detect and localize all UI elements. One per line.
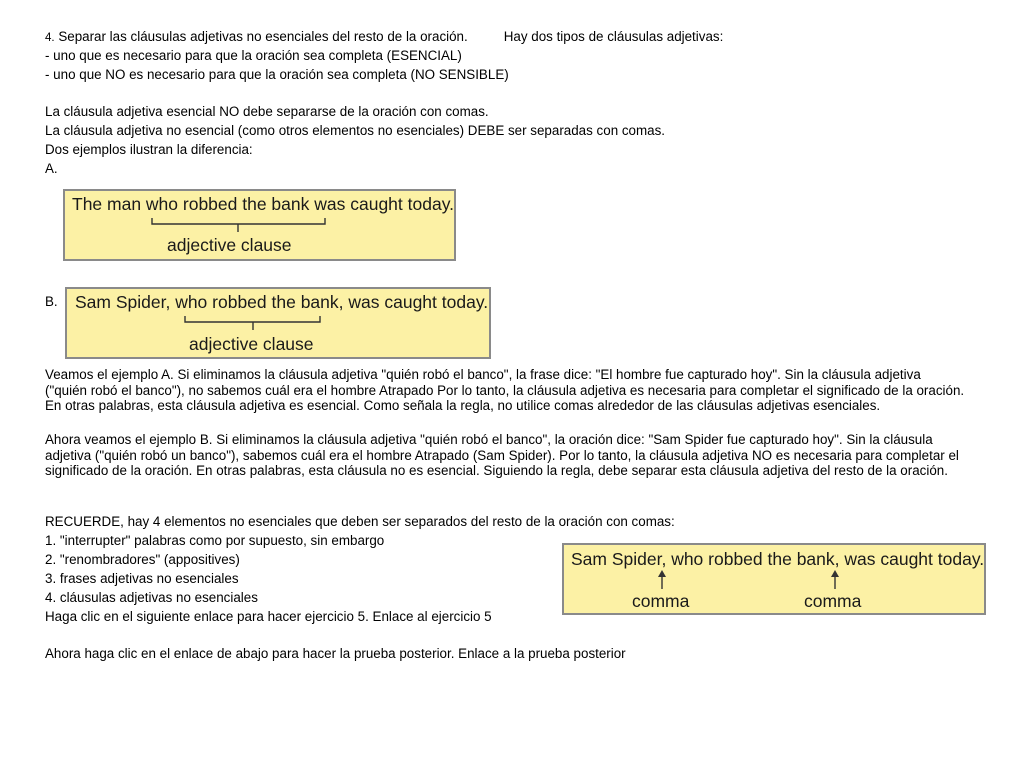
figure-b-sentence: Sam Spider, who robbed the bank, was caught today. [75, 292, 489, 312]
examples-intro: Dos ejemplos ilustran la diferencia: [45, 142, 253, 157]
arrow-up-icon [564, 545, 988, 617]
figure-c-label-1: comma [632, 591, 690, 611]
example-a-label: A. [45, 161, 58, 176]
rule-essential: La cláusula adjetiva esencial NO debe separarse de la oración con comas. [45, 104, 489, 119]
section-heading [45, 29, 723, 46]
reminder-intro: RECUERDE, hay 4 elementos no esenciales que deben ser separados del resto de la oración con comas: [45, 514, 675, 529]
figure-essential-clause [63, 189, 456, 261]
reminder-item: 2. "renombradores" (appositives) [45, 552, 240, 567]
figure-c-sentence: Sam Spider, who robbed the bank, was caught today. [571, 549, 985, 569]
figure-c-label-2: comma [804, 591, 862, 611]
figure-b-label: adjective clause [189, 334, 314, 354]
example-b-label: B. [45, 294, 58, 309]
figure-a-sentence: The man who robbed the bank was caught today. [72, 194, 455, 214]
section-title: Separar las cláusulas adjetivas no esenciales del resto de la oración. [58, 29, 468, 44]
explanation-a: Veamos el ejemplo A. Si eliminamos la cláusula adjetiva "quién robó el banco", la frase dice: "El hombre fue capturado hoy". Sin la cláusula adjetiva ("quién robó el banco"), no sabemos cuál era el hombre Atrapado Por lo tanto, la cláusula adjetiva es necesaria para completar el significado de la oración. En otras palabras, esta cláusula adjetiva es esencial. Como señala la regla, no utilice comas alrededor de las cláusulas adjetivas esenciales. [45, 367, 965, 413]
exercise-link-text[interactable]: Haga clic en el siguiente enlace para hacer ejercicio 5. Enlace al ejercicio 5 [45, 609, 492, 624]
section-number: 4. [45, 32, 55, 44]
reminder-item: 4. cláusulas adjetivas no esenciales [45, 590, 258, 605]
reminder-item: 3. frases adjetivas no esenciales [45, 571, 239, 586]
type-essential: - uno que es necesario para que la oración sea completa (ESENCIAL) [45, 48, 462, 63]
reminder-item: 1. "interrupter" palabras como por supuesto, sin embargo [45, 533, 385, 548]
explanation-b: Ahora veamos el ejemplo B. Si eliminamos la cláusula adjetiva "quién robó el banco", la oración dice: "Sam Spider fue capturado hoy". Sin la cláusula adjetiva ("quién robó un banco"), sabemos cuál era el hombre Atrapado (Sam Spider). Por lo tanto, la cláusula adjetiva NO es necesaria para completar el significado de la oración. En otras palabras, esta cláusula no es esencial. Siguiendo la regla, debe separar esta cláusula adjetiva del resto de la oración. [45, 432, 959, 478]
figure-a-label: adjective clause [167, 235, 292, 255]
posttest-link-text[interactable]: Ahora haga clic en el enlace de abajo para hacer la prueba posterior. Enlace a la prueba posterior [45, 646, 626, 661]
figure-comma-example [562, 543, 986, 615]
types-intro: Hay dos tipos de cláusulas adjetivas: [503, 29, 724, 44]
rule-nonessential: La cláusula adjetiva no esencial (como otros elementos no esenciales) DEBE ser separadas con comas. [45, 123, 666, 138]
type-nonessential: - uno que NO es necesario para que la oración sea completa (NO SENSIBLE) [45, 67, 509, 82]
figure-nonessential-clause [65, 287, 491, 359]
